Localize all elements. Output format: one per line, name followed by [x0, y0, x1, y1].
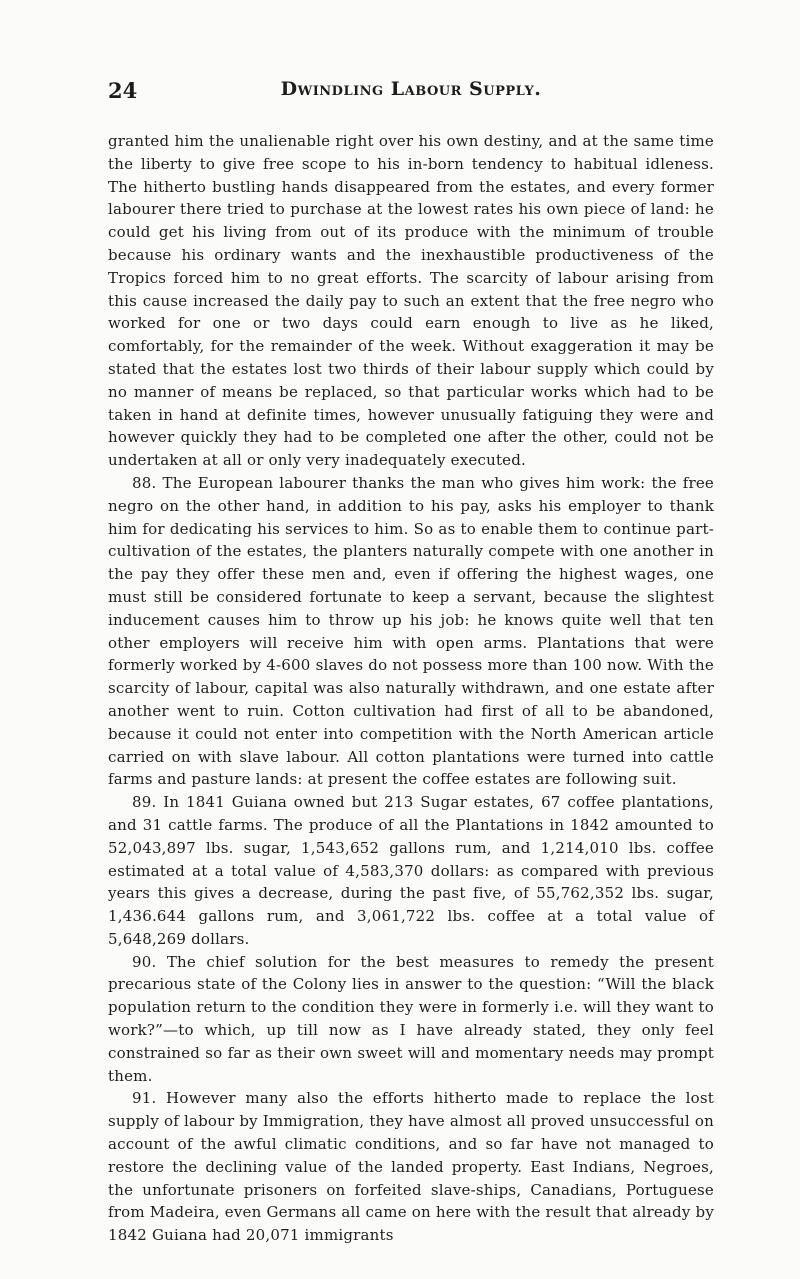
paragraph-88: 88. The European labourer thanks the man who gives him work: the free negro on the other hand, in addition to his pay, asks his employer to thank him for dedicating his services to him. So as to enable them to continue part-cultivation of the estates, the planters naturally compete with one another in the pay they offer these men and, even if offering the highest wages, one must still be considered fortunate to keep a servant, because the slightest inducement causes him to throw up his job: he knows quite well that ten other employers will receive him with open arms. Plantations that were formerly worked by 4-600 slaves do not possess more than 100 now. With the scarcity of labour, capital was also naturally withdrawn, and one estate after another went to ruin. Cotton cultivation had first of all to be abandoned, because it could not enter into competition with the North American article carried on with slave labour. All cotton plantations were turned into cattle farms and pasture lands: at present the coffee estates are following suit. [108, 473, 714, 789]
page-number: 24 [108, 78, 138, 103]
paragraph-91: 91. However many also the efforts hitherto made to replace the lost supply of labour by Immigration, they have almost all proved unsuccessful on account of the awful climatic conditions, and so far have not managed to restore the declining value of the landed property. East Indians, Negroes, the unfortunate prisoners on forfeited slave-ships, Canadians, Portuguese from Madeira, even Germans all came on here with the result that already by 1842 Guiana had 20,071 immigrants [108, 1089, 714, 1245]
paragraph-89: 89. In 1841 Guiana owned but 213 Sugar estates, 67 coffee plantations, and 31 cattle farms. The produce of all the Plantations in 1842 amounted to 52,043,897 lbs. sugar, 1,543,652 gallons rum, and 1,214,010 lbs. coffee estimated at a total value of 4,583,370 dollars: as compared with previous years this gives a decrease, during the past five, of 55,762,352 lbs. sugar, 1,436.644 gallons rum, and 3,061,722 lbs. coffee at a total value of 5,648,269 dollars. [108, 793, 714, 948]
chapter-heading: Dwindling Labour Supply. [280, 78, 542, 100]
paragraph-continuation: granted him the unalienable right over his own destiny, and at the same time the liberty to give free scope to his in-born tendency to habitual idleness. The hitherto bustling hands disappeared from the estates, and every former labourer there tried to purchase at the lowest rates his own piece of land: he could get his living from out of its produce with the minimum of trouble because his ordinary wants and the inexhaustible productiveness of the Tropics forced him to no great efforts. The scarcity of labour arising from this cause increased the daily pay to such an extent that the free negro who worked for one or two days could earn enough to live as he liked, comfortably, for the remainder of the week. Without exaggeration it may be stated that the estates lost two thirds of their labour supply which could by no manner of means be replaced, so that particular works which had to be taken in hand at definite times, however unusually fatiguing they were and however quickly they had to be completed one after the other, could not be undertaken at all or only very inadequately executed. [108, 132, 714, 470]
paragraph-90: 90. The chief solution for the best measures to remedy the present precarious state of the Colony lies in answer to the question: “Will the black population return to the condition they were in formerly i.e. will they want to work?”—to which, up till now as I have already stated, they only feel constrained so far as their own sweet will and momentary needs may prompt them. [108, 952, 714, 1085]
running-head [108, 78, 714, 108]
body-text [108, 130, 714, 1247]
